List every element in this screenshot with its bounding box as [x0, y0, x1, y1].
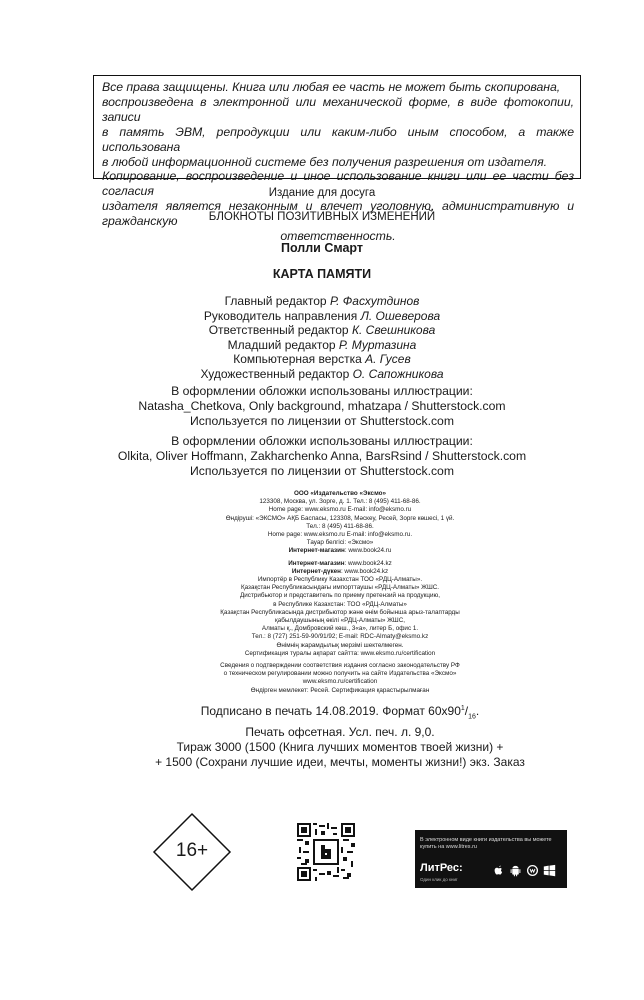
age-rating-text: 16+: [175, 840, 209, 861]
illustration-credits-2: [0, 434, 644, 479]
staff-line: Ответственный редактор К. Свешникова: [208, 323, 436, 338]
imprint-line: Импортёр в Республику Казахстан ТОО «РДЦ-Алматы».: [257, 576, 423, 584]
credits-heading: В оформлении обложки использованы иллюстрации:: [171, 434, 473, 448]
online-shop-ru: Интернет-магазин: www.book24.ru: [288, 547, 392, 555]
online-shop-kz: Интернет-магазин: www.book24.kz: [288, 559, 392, 567]
imprint-line: қабылдаушының өкілі «РДЦ-Алматы» ЖШС,: [274, 617, 405, 625]
imprint-line: Тауар белгісі: «Эксмо»: [306, 539, 374, 547]
publisher-name: ООО «Издательство «Эксмо»: [293, 490, 386, 497]
credits-names: Olkita, Oliver Hoffmann, Zakharchenko Anna, BarsRsind / Shutterstock.com: [117, 448, 527, 463]
signed-to-print: Подписано в печать 14.08.2019. Формат $60х90^1/_{16}$.: [200, 704, 480, 721]
imprint-line: Сведения о подтверждении соответствия издания согласно законодательству РФ: [220, 662, 460, 670]
qr-code-icon: [297, 823, 355, 881]
print-run: Тираж 3000 (1500 (Книга лучших моментов твоей жизни) +: [176, 739, 504, 754]
staff-line: Компьютерная верстка А. Гусев: [233, 352, 411, 367]
windows-icon: [543, 864, 556, 877]
imprint-line: 123308, Москва, ул. Зорге, д. 1. Тел.: 8 (495) 411-68-86.: [259, 498, 421, 506]
imprint-line: Алматы қ., Домбровский көш., 3«а», литер Б, офис 1.: [261, 625, 419, 633]
platform-icons: [492, 864, 556, 877]
copyright-line: Копирование, воспроизведение и иное использование книги или ее части без согласия: [102, 169, 574, 199]
imprint-line: в Республике Казахстан: ТОО «РДЦ-Алматы»: [273, 600, 407, 608]
copyright-line: в любой информационной системе без получения разрешения от издателя.: [102, 154, 547, 169]
imprint-line: Қазақстан Республикасында дистрибьютор және өнім бойынша арыз-талаптарды: [220, 608, 460, 616]
copyright-line: воспроизведена в электронной или механической форме, в виде фотокопии, записи: [102, 94, 574, 124]
print-details: [150, 702, 530, 770]
edition-type: Издание для досуга: [268, 187, 376, 199]
promo-text: В электронном виде книги издательства вы можете купить на www.litres.ru: [420, 837, 552, 850]
copyright-line: издателя является незаконным и влечет уголовную, административную и гражданскую: [102, 199, 574, 229]
imprint-line: Сертификация туралы ақпарат сайтта: www.eksmo.ru/certification: [244, 649, 436, 657]
imprint: [190, 490, 490, 695]
litres-logo: ЛитРес:: [420, 862, 463, 874]
imprint-line: Home page: www.eksmo.ru E-mail: info@eksmo.ru.: [267, 531, 413, 539]
online-shop-kz-kazakh: Интернет-дүкен: www.book24.kz: [291, 567, 389, 575]
illustration-credits-1: [0, 384, 644, 429]
staff-line: Руководитель направления Л. Ошеверова: [203, 308, 441, 323]
editorial-staff: [0, 294, 644, 382]
imprint-line: Дистрибьютор и представитель по приему претензий на продукцию,: [240, 592, 440, 600]
credits-license: Используется по лицензии от Shutterstock.com: [190, 413, 454, 428]
print-run-cont: + 1500 (Сохрани лучшие идеи, мечты, моменты жизни!) экз. Заказ: [155, 754, 525, 769]
copyright-line: Все права защищены. Книга или любая ее часть не может быть скопирована,: [102, 80, 561, 94]
age-rating-badge: [152, 812, 232, 892]
series-name: БЛОКНОТЫ ПОЗИТИВНЫХ ИЗМЕНЕНИЙ: [208, 211, 436, 223]
imprint-line: Өнімнің жарамдылық мерзімі шектелмеген.: [276, 641, 404, 649]
android-icon: [509, 864, 522, 877]
litres-tagline: Один клик до книг: [420, 877, 458, 882]
litres-promo: [415, 830, 567, 888]
imprint-line: Тел.: 8 (495) 411-68-86.: [306, 522, 374, 530]
credits-names: Natasha_Chetkova, Only background, mhatzapa / Shutterstock.com: [138, 398, 506, 413]
staff-line: Главный редактор Р. Фасхутдинов: [224, 294, 420, 308]
apple-icon: [492, 864, 505, 877]
copyright-line: в память ЭВМ, репродукции или каким-либо иным способом, а также использована: [102, 124, 574, 154]
staff-line: Художественный редактор О. Сапожникова: [200, 366, 444, 381]
imprint-line: www.eksmo.ru/certification: [302, 678, 378, 686]
qr-code: [297, 823, 355, 881]
staff-line: Младший редактор Р. Муртазина: [227, 337, 417, 352]
book-title: КАРТА ПАМЯТИ: [272, 267, 372, 281]
windows-phone-icon: [526, 864, 539, 877]
imprint-line: о техническом регулировании можно получить на сайте Издательства «Эксмо»: [223, 670, 457, 678]
print-type: Печать офсетная. Усл. печ. л. 9,0.: [245, 725, 435, 740]
imprint-line: Қазақстан Республикасындағы импорттаушы «РДЦ-Алматы» ЖШС.: [240, 584, 440, 592]
imprint-line: Өндірген мемлекет: Ресей. Сертификация қарастырылмаған: [250, 686, 430, 694]
credits-license: Используется по лицензии от Shutterstock.com: [190, 463, 454, 478]
imprint-line: Тел.: 8 (727) 251-59-90/91/92; E-mail: RDC-Almaty@eksmo.kz: [251, 633, 429, 641]
imprint-line: Өндіруші: «ЭКСМО» АҚБ Баспасы, 123308, Мәскеу, Ресей, Зорге көшесі, 1 үй.: [225, 514, 455, 522]
copyright-line: ответственность.: [280, 229, 396, 244]
imprint-line: Home page: www.eksmo.ru E-mail: info@eksmo.ru: [268, 506, 412, 514]
credits-heading: В оформлении обложки использованы иллюстрации:: [171, 384, 473, 398]
author-name: Полли Смарт: [280, 241, 363, 255]
